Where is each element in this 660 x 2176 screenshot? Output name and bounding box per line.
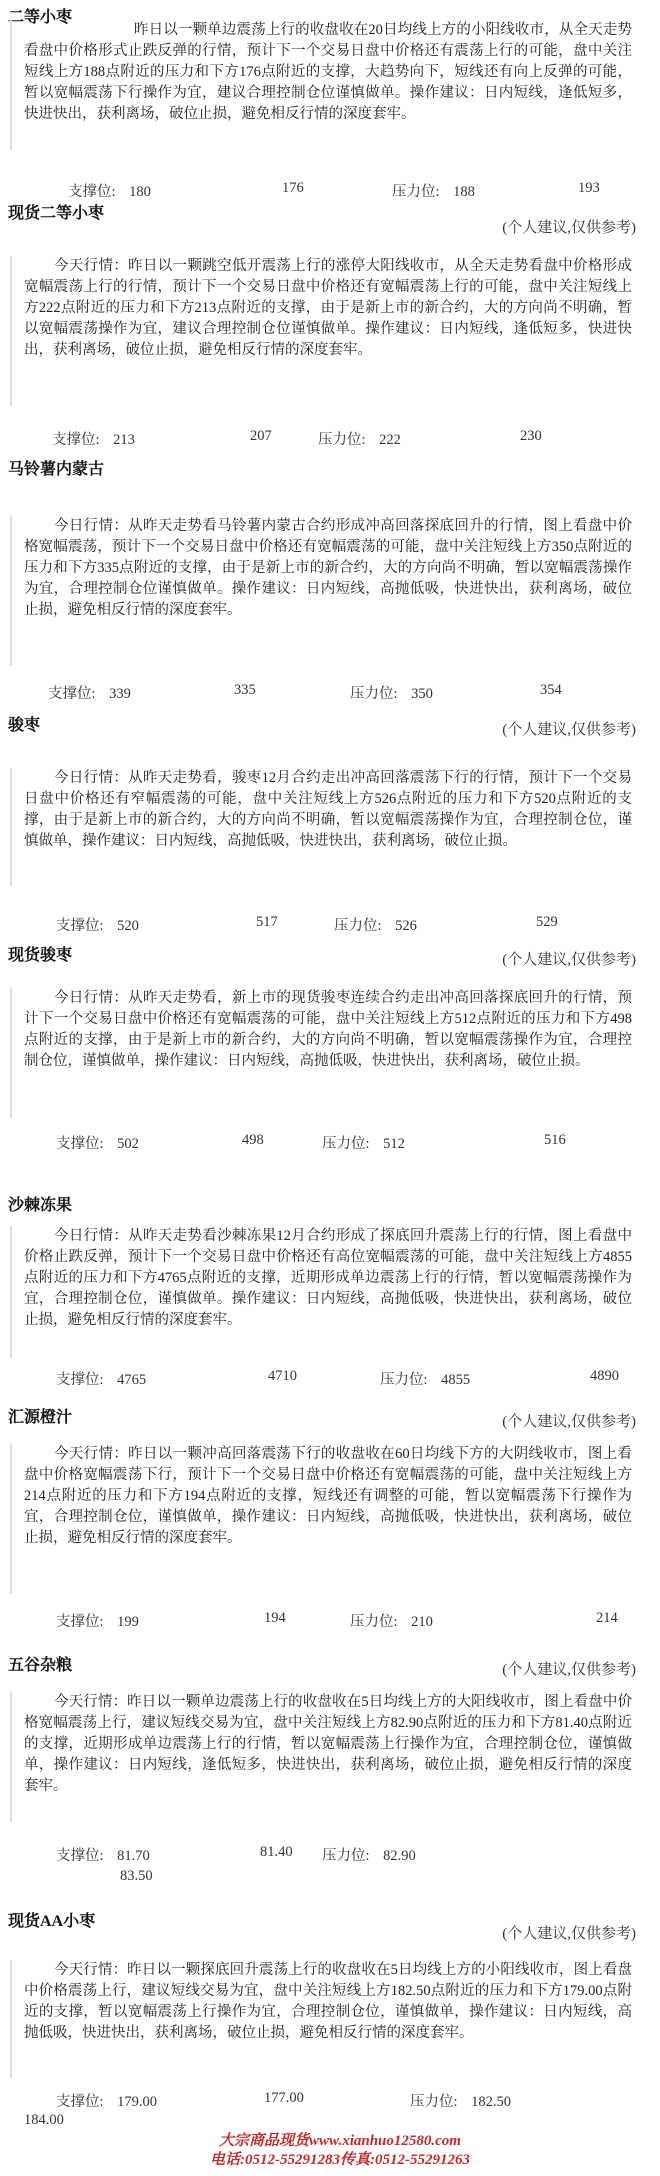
section-title: 现货二等小枣 xyxy=(8,205,105,222)
analysis-text: 今日行情：从昨天走势看，骏枣12月合约走出冲高回落震荡下行的行情，预计下一个交易日盘中价格还有窄幅震荡的可能，盘中关注短线上方526点附近的压力和下方520点附近的支撑，由于是新上市的新合约，大的方向尚不明确，暂以宽幅震荡操作为宜，合理控制仓位，谨慎做单，操作建议：日内短线，高抛低吸，快进快出，获利离场，破位止损。 xyxy=(24,770,632,849)
pressure-1: 210 xyxy=(411,1614,433,1630)
advice-note: (个人建议,仅供参考) xyxy=(502,952,636,968)
analysis-text: 今天行情：昨日以一颗单边震荡上行的收盘收在5日均线上方的大阳线收市，图上看盘中价格宽幅震荡上行，建议短线交易为宜，盘中关注短线上方82.90点附近的压力和下方81.40点附近的支撑，近期形成单边震荡上行的行情，暂以宽幅震荡上行操作为宜，合理控制仓位，谨慎做单，操作建议：日内短线，逢低短多，快进快出，获利离场，破位止损，避免相反行情的深度套牢。 xyxy=(24,1694,632,1794)
analysis-box xyxy=(10,516,652,666)
support-2: 81.40 xyxy=(260,1844,293,1860)
section-title: 汇源橙汁 xyxy=(8,1409,73,1426)
support-levels: 支撑位: 4765 xyxy=(56,1372,147,1388)
support-2: 194 xyxy=(264,1610,286,1626)
pressure-2: 193 xyxy=(578,180,600,196)
analysis-text: 今天行情：昨日以一颗冲高回落震荡下行的收盘收在60日均线下方的大阴线收市，图上看盘中价格宽幅震荡下行，预计下一个交易日盘中价格还有宽幅震荡的可能，盘中关注短线上方214点附近的压力和下方194点附近的支撑，短线还有调整的可能，暂以宽幅震荡下行操作为宜，合理控制仓位，谨慎做单，操作建议：日内短线，高抛低吸，快进快出，获利离场，破位止损，避免相反行情的深度套牢。 xyxy=(24,1446,632,1546)
pressure-levels: 压力位: 222 xyxy=(318,432,401,448)
support-2: 335 xyxy=(234,682,256,698)
section-potato-neimenggu xyxy=(0,456,660,706)
support-1: 502 xyxy=(117,1136,139,1152)
section-title: 骏枣 xyxy=(8,717,41,734)
pressure-1: 4855 xyxy=(441,1372,471,1388)
pressure-levels: 压力位: 4855 xyxy=(380,1372,471,1388)
support-1: 179.00 xyxy=(117,2094,158,2110)
pressure-2: 516 xyxy=(544,1132,566,1148)
support-levels: 支撑位: 180 xyxy=(68,184,151,200)
advice-note: (个人建议,仅供参考) xyxy=(502,1926,636,1942)
pressure-2: 230 xyxy=(520,428,542,444)
analysis-box xyxy=(10,256,652,406)
analysis-text: 今日行情：从昨天走势看沙棘冻果12月合约形成了探底回升震荡上行的行情，图上看盘中价格止跌反弹，预计下一个交易日盘中价格还有高位宽幅震荡的可能，盘中关注短线上方4855点附近的压力和下方4765点附近的支撑，近期形成单边震荡上行的行情，暂以宽幅震荡操作为宜，合理控制仓位，谨慎做单。操作建议：日内短线，高抛低吸，快进快出，获利离场，破位止损，避免相反行情的深度套牢。 xyxy=(24,1228,632,1328)
pressure-2: 184.00 xyxy=(24,2112,64,2128)
support-1: 339 xyxy=(109,686,131,702)
section-title: 二等小枣 xyxy=(8,9,73,26)
section-title: 五谷杂粮 xyxy=(8,1657,73,1674)
analysis-box xyxy=(10,20,652,150)
section-title: 现货AA小枣 xyxy=(8,1913,96,1930)
support-levels: 支撑位: 81.70 xyxy=(56,1848,150,1864)
support-levels: 支撑位: 213 xyxy=(52,432,135,448)
pressure-levels: 压力位: 350 xyxy=(350,686,433,702)
section-title: 马铃薯内蒙古 xyxy=(8,461,105,478)
footer-website: 大宗商品现货www.xianhuo12580.com xyxy=(219,2133,461,2149)
pressure-1: 526 xyxy=(395,918,417,934)
section-xianhuo-aa-xiaozao xyxy=(0,1908,660,2132)
section-huiyuan-chengzhi xyxy=(0,1404,660,1658)
pressure-1: 188 xyxy=(453,184,475,200)
pressure-1: 350 xyxy=(411,686,433,702)
support-1: 520 xyxy=(117,918,139,934)
analysis-text: 今天行情：昨日以一颗跳空低开震荡上行的涨停大阳线收市，从全天走势看盘中价格形成宽幅震荡上行的行情，预计下一个交易日盘中价格还有宽幅震荡上行的可能，盘中关注短线上方222点附近的压力和下方213点附近的支撑，由于是新上市的新合约，大的方向尚不明确，暂以宽幅震荡操作为宜，建议合理控制仓位谨慎做单。操作建议：日内短线，逢低短多，快进快出，获利离场，破位止损，避免相反行情的深度套牢。 xyxy=(24,258,632,358)
support-2: 176 xyxy=(282,180,304,196)
section-title: 沙棘冻果 xyxy=(8,1197,73,1214)
support-1: 81.70 xyxy=(117,1848,150,1864)
analysis-text: 今日行情：从昨天走势看马铃薯内蒙古合约形成冲高回落探底回升的行情，图上看盘中价格宽幅震荡，预计下一个交易日盘中价格还有宽幅震荡的可能，盘中关注短线上方350点附近的压力和下方335点附近的支撑，由于是新上市的新合约，大的方向尚不明确，暂以宽幅震荡操作为宜，合理控制仓位谨慎做单。操作建议：日内短线，高抛低吸，快进快出，获利离场，破位止损，避免相反行情的深度套牢。 xyxy=(24,518,632,618)
support-levels: 支撑位: 520 xyxy=(56,918,139,934)
analysis-text: 今天行情：昨日以一颗探底回升震荡上行的收盘收在5日均线上方的小阳线收市，图上看盘中价格震荡上行，建议短线交易为宜，盘中关注短线上方182.50点附近的压力和下方179.00点附近的支撑，暂以宽幅震荡上行操作为宜，合理控制仓位，谨慎做单，操作建议：日内短线，高抛低吸，快进快出，获利离场，破位止损，避免相反行情的深度套牢。 xyxy=(24,1962,632,2041)
advice-note: (个人建议,仅供参考) xyxy=(502,1662,636,1678)
support-1: 213 xyxy=(113,432,135,448)
pressure-levels: 压力位: 526 xyxy=(334,918,417,934)
footer-phone: 电话:0512-55291283传真:0512-55291263 xyxy=(210,2152,470,2168)
support-2: 498 xyxy=(242,1132,264,1148)
support-2: 207 xyxy=(250,428,272,444)
analysis-box xyxy=(10,1960,652,2078)
analysis-text: 昨日以一颗单边震荡上行的收盘收在20日均线上方的小阳线收市，从全天走势看盘中价格形式止跌反弹的行情，预计下一个交易日盘中价格还有震荡上行的可能，盘中关注短线上方188点附近的压力和下方176点附近的支撑，大趋势向下，短线还有向上反弹的可能，暂以宽幅震荡下行操作为宜，建议合理控制仓位谨慎做单。操作建议：日内短线，逢低短多，快进快出，获利离场，破位止损，避免相反行情的深度套牢。 xyxy=(24,22,632,122)
pressure-2: 529 xyxy=(536,914,558,930)
pressure-levels: 压力位: 82.90 xyxy=(322,1848,416,1864)
pressure-1: 222 xyxy=(379,432,401,448)
support-1: 4765 xyxy=(117,1372,147,1388)
advice-note: (个人建议,仅供参考) xyxy=(502,220,636,236)
support-levels: 支撑位: 179.00 xyxy=(56,2094,158,2110)
section-shaji-dongguo xyxy=(0,1192,660,1422)
pressure-1: 512 xyxy=(383,1136,405,1152)
section-junzao xyxy=(0,712,660,942)
support-1: 180 xyxy=(129,184,151,200)
support-levels: 支撑位: 502 xyxy=(56,1136,139,1152)
support-2: 517 xyxy=(256,914,278,930)
advice-note: (个人建议,仅供参考) xyxy=(502,722,636,738)
analysis-box xyxy=(10,1692,652,1822)
section-erdeng-xiaozao xyxy=(0,0,660,212)
section-title: 现货骏枣 xyxy=(8,947,73,964)
advice-note: (个人建议,仅供参考) xyxy=(502,1414,636,1430)
pressure-2: 214 xyxy=(596,1610,618,1626)
analysis-box xyxy=(10,768,652,886)
footer-contact xyxy=(210,2132,470,2170)
section-xianhuo-erdeng xyxy=(0,200,660,450)
section-wugu-zaliang xyxy=(0,1652,660,1912)
analysis-box xyxy=(10,1226,652,1358)
pressure-levels: 压力位: 512 xyxy=(322,1136,405,1152)
pressure-2: 354 xyxy=(540,682,562,698)
analysis-box xyxy=(10,988,652,1118)
analysis-box xyxy=(10,1444,652,1594)
support-2: 4710 xyxy=(268,1368,297,1384)
analysis-text: 今日行情：从昨天走势看，新上市的现货骏枣连续合约走出冲高回落探底回升的行情，预计下一个交易日盘中价格还有宽幅震荡的可能，盘中关注短线上方512点附近的压力和下方498点附近的支撑，由于是新上市的新合约，大的方向尚不明确，暂以宽幅震荡操作为宜，合理控制仓位，谨慎做单，操作建议：日内短线，高抛低吸，快进快出，获利离场，破位止损。 xyxy=(24,990,632,1069)
pressure-levels: 压力位: 182.50 xyxy=(410,2094,512,2110)
support-levels: 支撑位: 339 xyxy=(48,686,131,702)
support-1: 199 xyxy=(117,1614,139,1630)
section-xianhuo-junzao xyxy=(0,942,660,1182)
pressure-levels: 压力位: 188 xyxy=(392,184,475,200)
support-2: 177.00 xyxy=(264,2090,304,2106)
pressure-2: 83.50 xyxy=(120,1868,153,1884)
support-levels: 支撑位: 199 xyxy=(56,1614,139,1630)
pressure-levels: 压力位: 210 xyxy=(350,1614,433,1630)
pressure-1: 182.50 xyxy=(471,2094,512,2110)
pressure-2: 4890 xyxy=(590,1368,619,1384)
pressure-1: 82.90 xyxy=(383,1848,416,1864)
